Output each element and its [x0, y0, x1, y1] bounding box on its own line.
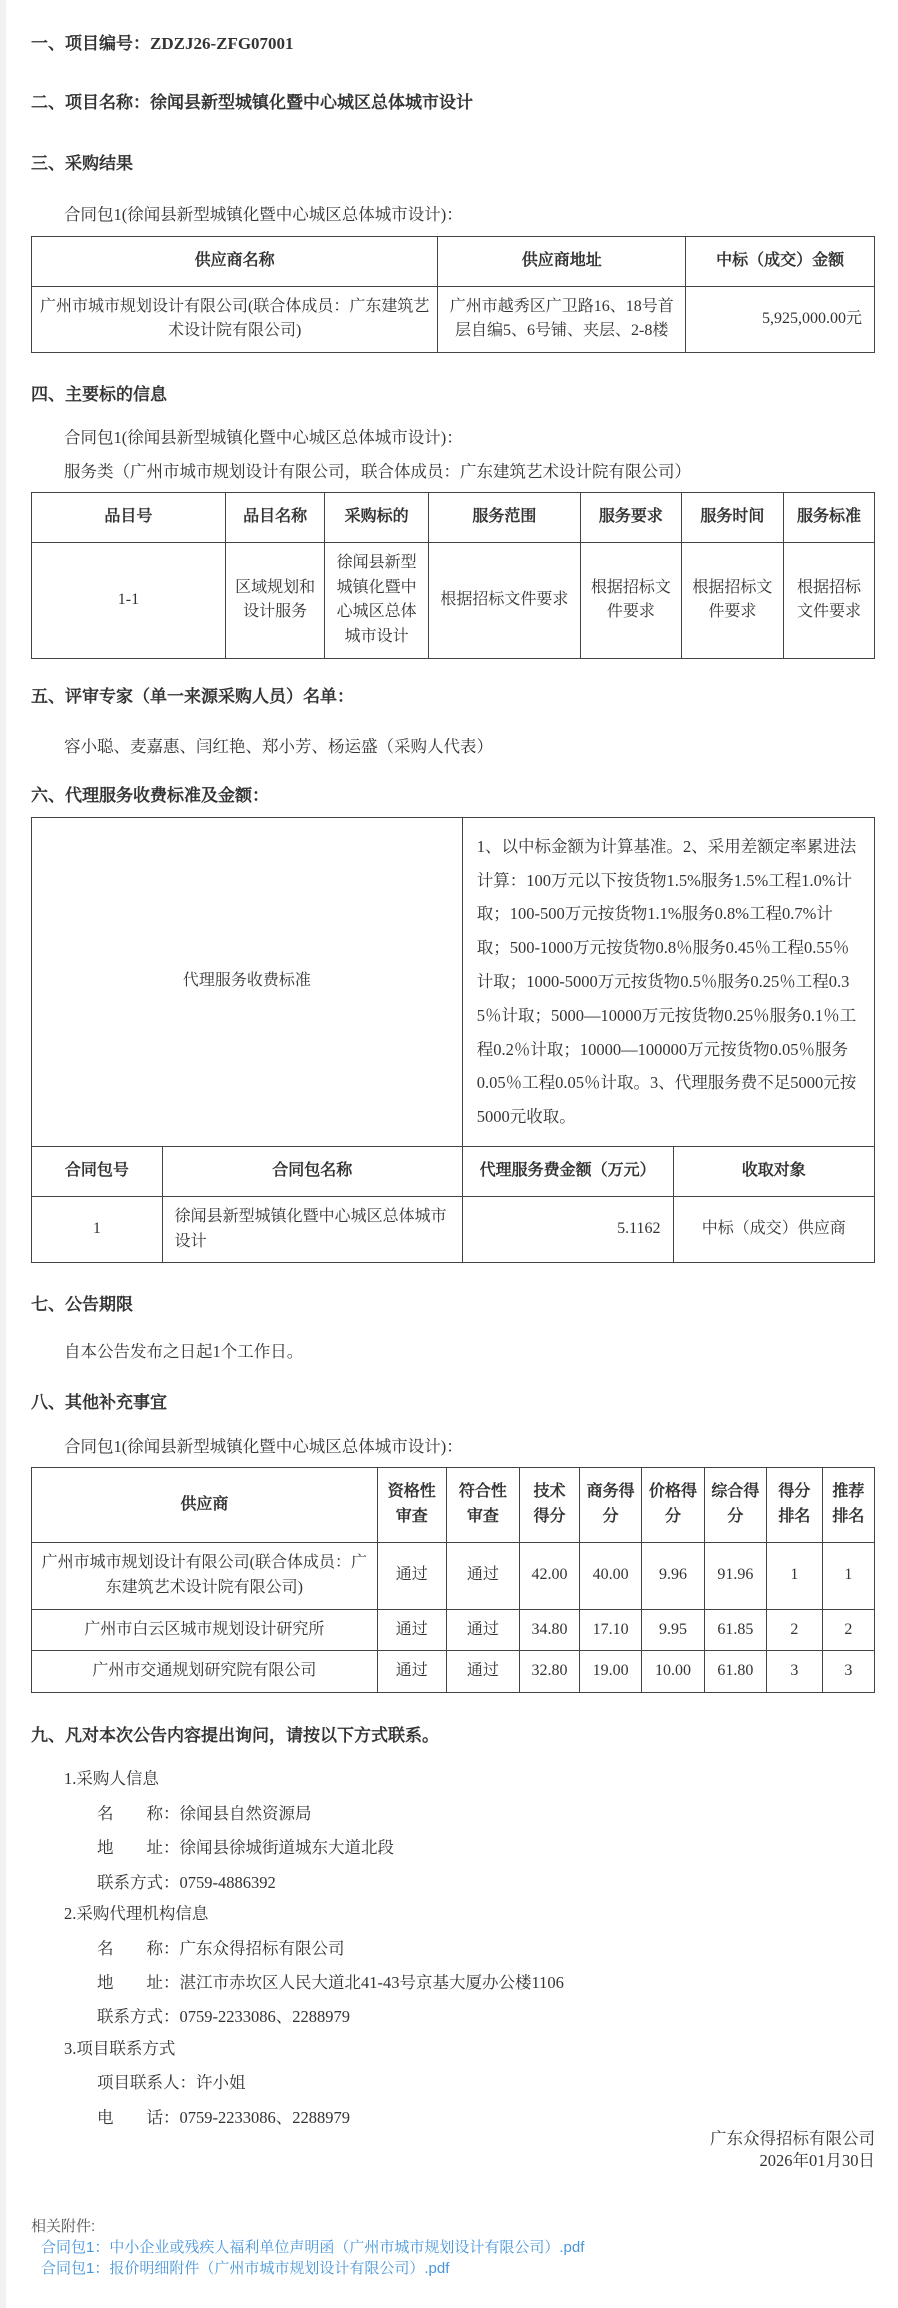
project-contact-phone: 电 话：0759-2233086、2288979 [97, 2107, 350, 2127]
score-conformity: 通过 [446, 1609, 519, 1651]
score-rank: 3 [767, 1651, 823, 1693]
score-recommend-rank: 2 [822, 1609, 874, 1651]
subject-table-header-row [32, 493, 875, 543]
score-table-row-1 [32, 1543, 875, 1610]
score-col-qualification-review: 资格性审查 [377, 1468, 446, 1543]
attachments-label: 相关附件: [31, 2218, 96, 2236]
score-col-score-rank: 得分排名 [767, 1468, 823, 1543]
purchaser-contact: 联系方式：0759-4886392 [97, 1872, 276, 1892]
score-table-row-2 [32, 1609, 875, 1651]
score-supplier: 广州市城市规划设计有限公司(联合体成员：广东建筑艺术设计院有限公司) [32, 1543, 378, 1610]
agency-fee-standard-label: 代理服务收费标准 [32, 817, 463, 1146]
agency-fee-payer: 中标（成交）供应商 [673, 1196, 875, 1263]
score-col-total-score: 综合得分 [704, 1468, 766, 1543]
purchaser-address: 地 址：徐闻县徐城街道城东大道北段 [97, 1838, 394, 1858]
score-table-row-3 [32, 1651, 875, 1693]
score-supplier: 广州市白云区城市规划设计研究所 [32, 1609, 378, 1651]
project-contact-person: 项目联系人：许小姐 [97, 2073, 246, 2093]
result-table-wrap [31, 236, 875, 353]
score-price: 9.96 [642, 1543, 704, 1610]
subject-service-time: 根据招标文件要求 [681, 542, 783, 658]
agency-info-title: 2.采购代理机构信息 [64, 1904, 209, 1924]
score-recommend-rank: 1 [822, 1543, 874, 1610]
section-main-subject-heading: 四、主要标的信息 [31, 385, 167, 405]
agency-fee-table-wrap [31, 817, 875, 1264]
score-conformity: 通过 [446, 1543, 519, 1610]
score-total: 61.80 [704, 1651, 766, 1693]
agency-fee-col-payer: 收取对象 [673, 1147, 875, 1197]
section-project-name-heading: 二、项目名称：徐闻县新型城镇化暨中心城区总体城市设计 [31, 93, 473, 113]
result-col-supplier-name: 供应商名称 [32, 236, 438, 286]
subject-table-wrap [31, 492, 875, 659]
score-total: 61.85 [704, 1609, 766, 1651]
result-award-amount: 5,925,000.00元 [686, 286, 875, 353]
agency-fee-standard-row [32, 817, 875, 1146]
section-project-number-heading: 一、项目编号：ZDZJ26-ZFG07001 [31, 34, 294, 53]
agency-address: 地 址：湛江市赤坎区人民大道北41-43号京基大厦办公楼1106 [97, 1972, 564, 1992]
subject-col-procurement-target: 采购标的 [325, 493, 429, 543]
agency-fee-header-row [32, 1147, 875, 1197]
score-qualification: 通过 [377, 1651, 446, 1693]
supplementary-package-line: 合同包1(徐闻县新型城镇化暨中心城区总体城市设计)： [64, 1437, 463, 1457]
result-table-header-row [32, 236, 875, 286]
score-col-recommend-rank: 推荐排名 [822, 1468, 874, 1543]
section-supplementary-heading: 八、其他补充事宜 [31, 1392, 167, 1412]
score-total: 91.96 [704, 1543, 766, 1610]
score-col-price-score: 价格得分 [642, 1468, 704, 1543]
result-supplier-name: 广州市城市规划设计有限公司(联合体成员：广东建筑艺术设计院有限公司) [32, 286, 438, 353]
notice-period-text: 自本公告发布之日起1个工作日。 [64, 1342, 304, 1362]
subject-col-service-time: 服务时间 [681, 493, 783, 543]
score-technical: 34.80 [520, 1609, 580, 1651]
agency-name: 名 称：广东众得招标有限公司 [97, 1938, 345, 1958]
subject-col-service-standard: 服务标准 [783, 493, 874, 543]
score-recommend-rank: 3 [822, 1651, 874, 1693]
subject-service-standard: 根据招标文件要求 [783, 542, 874, 658]
attachment-link-declaration-pdf[interactable]: 合同包1：中小企业或残疾人福利单位声明函（广州市城市规划设计有限公司）.pdf [41, 2239, 585, 2257]
subject-package-line: 合同包1(徐闻县新型城镇化暨中心城区总体城市设计)： [64, 428, 463, 448]
subject-service-line: 服务类（广州市城市规划设计有限公司，联合体成员：广东建筑艺术设计院有限公司） [64, 461, 691, 481]
section-notice-period-heading: 七、公告期限 [31, 1295, 133, 1315]
attachment-link-quotation-pdf[interactable]: 合同包1：报价明细附件（广州市城市规划设计有限公司）.pdf [41, 2260, 450, 2278]
score-price: 10.00 [642, 1651, 704, 1693]
agency-fee-package-no: 1 [32, 1196, 163, 1263]
score-col-supplier: 供应商 [32, 1468, 378, 1543]
score-table [31, 1467, 875, 1693]
agency-contact: 联系方式：0759-2233086、2288979 [97, 2007, 350, 2027]
result-package-line: 合同包1(徐闻县新型城镇化暨中心城区总体城市设计)： [64, 205, 463, 225]
experts-names: 容小聪、麦嘉惠、闫红艳、郑小芳、杨运盛（采购人代表） [64, 737, 493, 757]
subject-col-item-name: 品目名称 [225, 493, 324, 543]
result-col-supplier-address: 供应商地址 [438, 236, 686, 286]
score-supplier: 广州市交通规划研究院有限公司 [32, 1651, 378, 1693]
score-business: 40.00 [579, 1543, 641, 1610]
score-rank: 2 [767, 1609, 823, 1651]
score-technical: 32.80 [520, 1651, 580, 1693]
score-col-business-score: 商务得分 [579, 1468, 641, 1543]
section-experts-heading: 五、评审专家（单一来源采购人员）名单： [31, 687, 354, 707]
result-supplier-address: 广州市越秀区广卫路16、18号首层自编5、6号铺、夹层、2-8楼 [438, 286, 686, 353]
subject-table-row [32, 542, 875, 658]
subject-item-name: 区域规划和设计服务 [225, 542, 324, 658]
section-agency-fee-heading: 六、代理服务收费标准及金额： [31, 785, 269, 805]
score-conformity: 通过 [446, 1651, 519, 1693]
score-business: 17.10 [579, 1609, 641, 1651]
purchaser-info-title: 1.采购人信息 [64, 1769, 159, 1789]
subject-service-requirement: 根据招标文件要求 [580, 542, 681, 658]
subject-col-service-scope: 服务范围 [429, 493, 581, 543]
agency-fee-amount: 5.1162 [462, 1196, 673, 1263]
subject-service-scope: 根据招标文件要求 [429, 542, 581, 658]
score-qualification: 通过 [377, 1543, 446, 1610]
subject-table [31, 492, 875, 659]
agency-fee-table [31, 817, 875, 1264]
score-technical: 42.00 [520, 1543, 580, 1610]
result-table [31, 236, 875, 353]
score-price: 9.95 [642, 1609, 704, 1651]
subject-col-item-no: 品目号 [32, 493, 226, 543]
agency-fee-package-name: 徐闻县新型城镇化暨中心城区总体城市设计 [162, 1196, 462, 1263]
purchaser-name: 名 称：徐闻县自然资源局 [97, 1803, 312, 1823]
agency-fee-data-row [32, 1196, 875, 1263]
score-col-conformity-review: 符合性审查 [446, 1468, 519, 1543]
score-business: 19.00 [579, 1651, 641, 1693]
section-procurement-result-heading: 三、采购结果 [31, 154, 133, 174]
result-col-award-amount: 中标（成交）金额 [686, 236, 875, 286]
score-table-header-row [32, 1468, 875, 1543]
agency-fee-col-package-name: 合同包名称 [162, 1147, 462, 1197]
agency-fee-col-fee-amount: 代理服务费金额（万元） [462, 1147, 673, 1197]
agency-fee-col-package-no: 合同包号 [32, 1147, 163, 1197]
subject-col-service-requirement: 服务要求 [580, 493, 681, 543]
score-col-technical-score: 技术得分 [520, 1468, 580, 1543]
agency-fee-standard-text: 1、以中标金额为计算基准。2、采用差额定率累进法计算：100万元以下按货物1.5%服务1.5%工程1.0%计取；100-500万元按货物1.1%服务0.8%工程0.7%计取；500-1000万元按货物0.8％服务0.45％工程0.55％计取；1000-5000万元按货物0.5％服务0.25％工程0.35％计取；5000—10000万元按货物0.25％服务0.1％工程0.2％计取；10000—100000万元按货物0.05％服务0.05％工程0.05％计取。3、代理服务费不足5000元按5000元收取。 [462, 817, 874, 1146]
score-rank: 1 [767, 1543, 823, 1610]
attachments-section [31, 2215, 875, 2278]
subject-item-no: 1-1 [32, 542, 226, 658]
footer-company-signature: 广东众得招标有限公司 [710, 2129, 875, 2149]
footer-date: 2026年01月30日 [759, 2150, 875, 2170]
section-contact-heading: 九、凡对本次公告内容提出询问，请按以下方式联系。 [31, 1726, 439, 1746]
score-qualification: 通过 [377, 1609, 446, 1651]
score-table-wrap [31, 1467, 875, 1693]
subject-procurement-target: 徐闻县新型城镇化暨中心城区总体城市设计 [325, 542, 429, 658]
page-left-edge [0, 0, 6, 2308]
project-contact-title: 3.项目联系方式 [64, 2038, 176, 2058]
result-table-row [32, 286, 875, 353]
